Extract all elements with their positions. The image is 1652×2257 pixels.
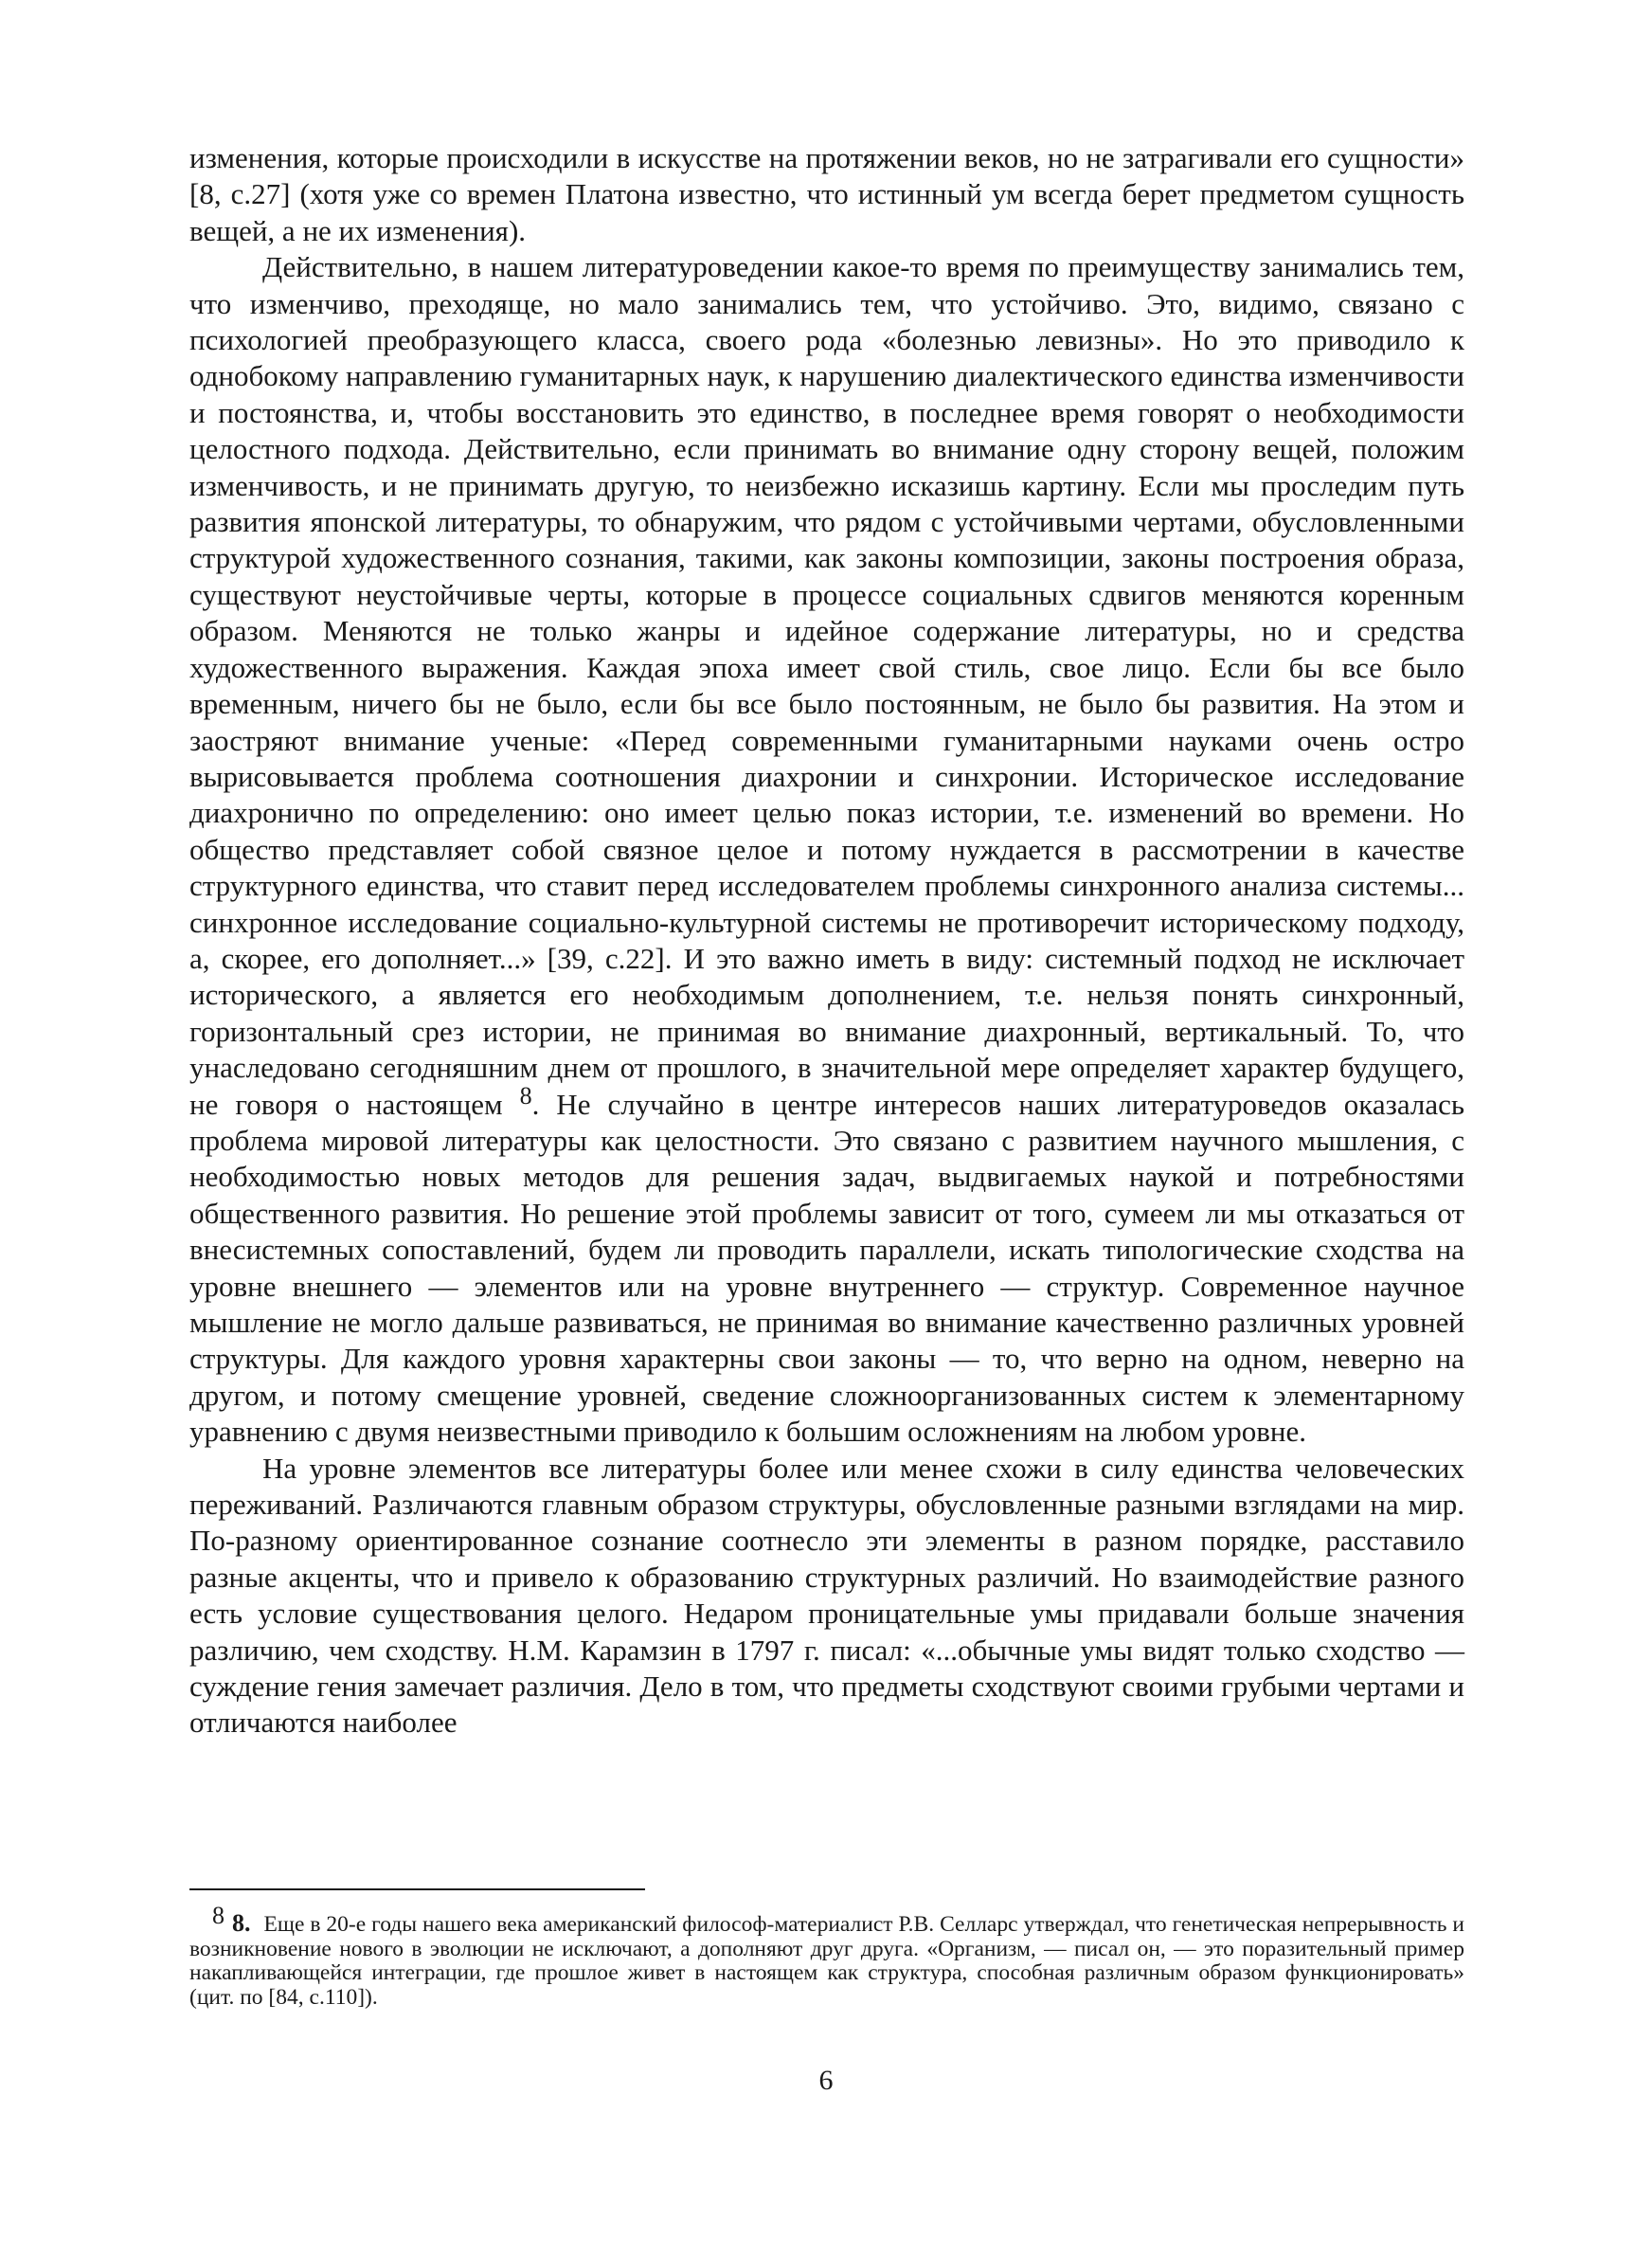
footnote — [189, 1902, 1464, 2010]
footnote-reference[interactable]: 8 — [519, 1081, 532, 1110]
paragraph-3: На уровне элементов все литературы более или менее схожи в силу единства человеческих переживаний. Различаются главным образом структуры, обусловленные разными взглядами на мир. По-разному ориентированное сознание соотнесло эти элементы в разном порядке, расставило разные акценты, что и привело к образованию структурных различий. Но взаимодействие разного есть условие существования целого. Недаром проницательные умы придавали больше значения различию, чем сходству. Н.М. Карамзин в 1797 г. писал: «...обычные умы видят только сходство — суждение гения замечает различия. Дело в том, что предметы сходствуют своими грубыми чертами и отличаются наиболее — [189, 1451, 1464, 1740]
paragraph-continuation: изменения, которые происходили в искусстве на протяжении веков, но не затрагивали его сущности» [8, с.27] (хотя уже со времен Платона известно, что истинный ум всегда берет предметом сущность вещей, а не их изменения). — [189, 141, 1464, 247]
footnote-text: Еще в 20-е годы нашего века американский философ-материалист Р.В. Селларс утверждал, что генетическая непрерывность и возникновение нового в эволюции не исключают, а дополняют друг друга. «Организм, — писал он, — это поразительный пример накапливающейся интеграции, где прошлое живет в настоящем как структура, способная различным образом функционировать» (цит. по [84, с.110]). — [189, 1912, 1464, 2010]
paragraph-2 — [189, 249, 1464, 1450]
footnote-separator — [189, 1888, 645, 1890]
page-body — [189, 140, 1464, 1742]
paragraph-2-text-after-ref: . Не случайно в центре интересов наших литературоведов оказалась проблема мировой литературы как целостности. Это связано с развитием научного мышления, с необходимостью новых методов для решения задач, выдвигаемых наукой и потребностями общественного развития. Но решение этой проблемы зависит от того, сумеем ли мы отказаться от внесистемных сопоставлений, будем ли проводить параллели, искать типологические сходства на уровне внешнего — элементов или на уровне внутреннего — структур. Современное научное мышление не могло дальше развиваться, не принимая во внимание качественно различных уровней структуры. Для каждого уровня характерны свои законы — то, что верно на одном, неверно на другом, и потому смещение уровней, сведение сложноорганизованных систем к элементарному уравнению с двумя неизвестными приводило к большим осложнениям на любом уровне. — [189, 1087, 1465, 1449]
paragraph-2-text-before-ref: Действительно, в нашем литературоведении какое-то время по преимуществу занимались тем, что изменчиво, преходяще, но мало занимались тем, что устойчиво. Это, видимо, связано с психологией преобразующего класса, своего рода «болезнью левизны». Но это приводило к однобокому направлению гуманитарных наук, к нарушению диалектического единства изменчивости и постоянства, и, чтобы восстановить это единство, в последнее время говорят о необходимости целостного подхода. Действительно, если принимать во внимание одну сторону вещей, положим изменчивость, и не принимать другую, то неизбежно исказишь картину. Если мы проследим путь развития японской литературы, то обнаружим, что рядом с устойчивыми чертами, обусловленными структурой художественного сознания, такими, как законы композиции, законы построения образа, существуют неустойчивые черты, которые в процессе социальных сдвигов меняются коренным образом. Меняются не только жанры и идейное содержание литературы, но и средства художественного выражения. Каждая эпоха имеет свой стиль, свое лицо. Если бы все было временным, ничего бы не было, если бы все было постоянным, не было бы развития. На этом и заостряют внимание ученые: «Перед современными гуманитарными науками очень остро вырисовывается проблема соотношения диахронии и синхронии. Историческое исследование диахронично по определению: оно имеет целью показ истории, т.е. изменений во времени. Но общество представляет собой связное целое и потому нуждается в рассмотрении в качестве структурного единства, что ставит перед исследователем проблемы синхронного анализа системы... синхронное исследование социально-культурной системы не противоречит историческому подходу, а, скорее, его дополняет...» [39, с.22]. И это важно иметь в виду: системный подход не исключает исторического, а является его необходимым дополнением, т.е. нельзя понять синхронный, горизонтальный срез истории, не принимая во внимание диахронный, вертикальный. То, что унаследовано сегодняшним днем от прошлого, в значительной мере определяет характер будущего, не говоря о настоящем — [189, 250, 1464, 1121]
footnote-marker: 8 — [212, 1902, 224, 1930]
page-number: 6 — [818, 2065, 834, 2096]
main-text — [189, 140, 1464, 1742]
footnote-number: 8. — [232, 1909, 251, 1937]
